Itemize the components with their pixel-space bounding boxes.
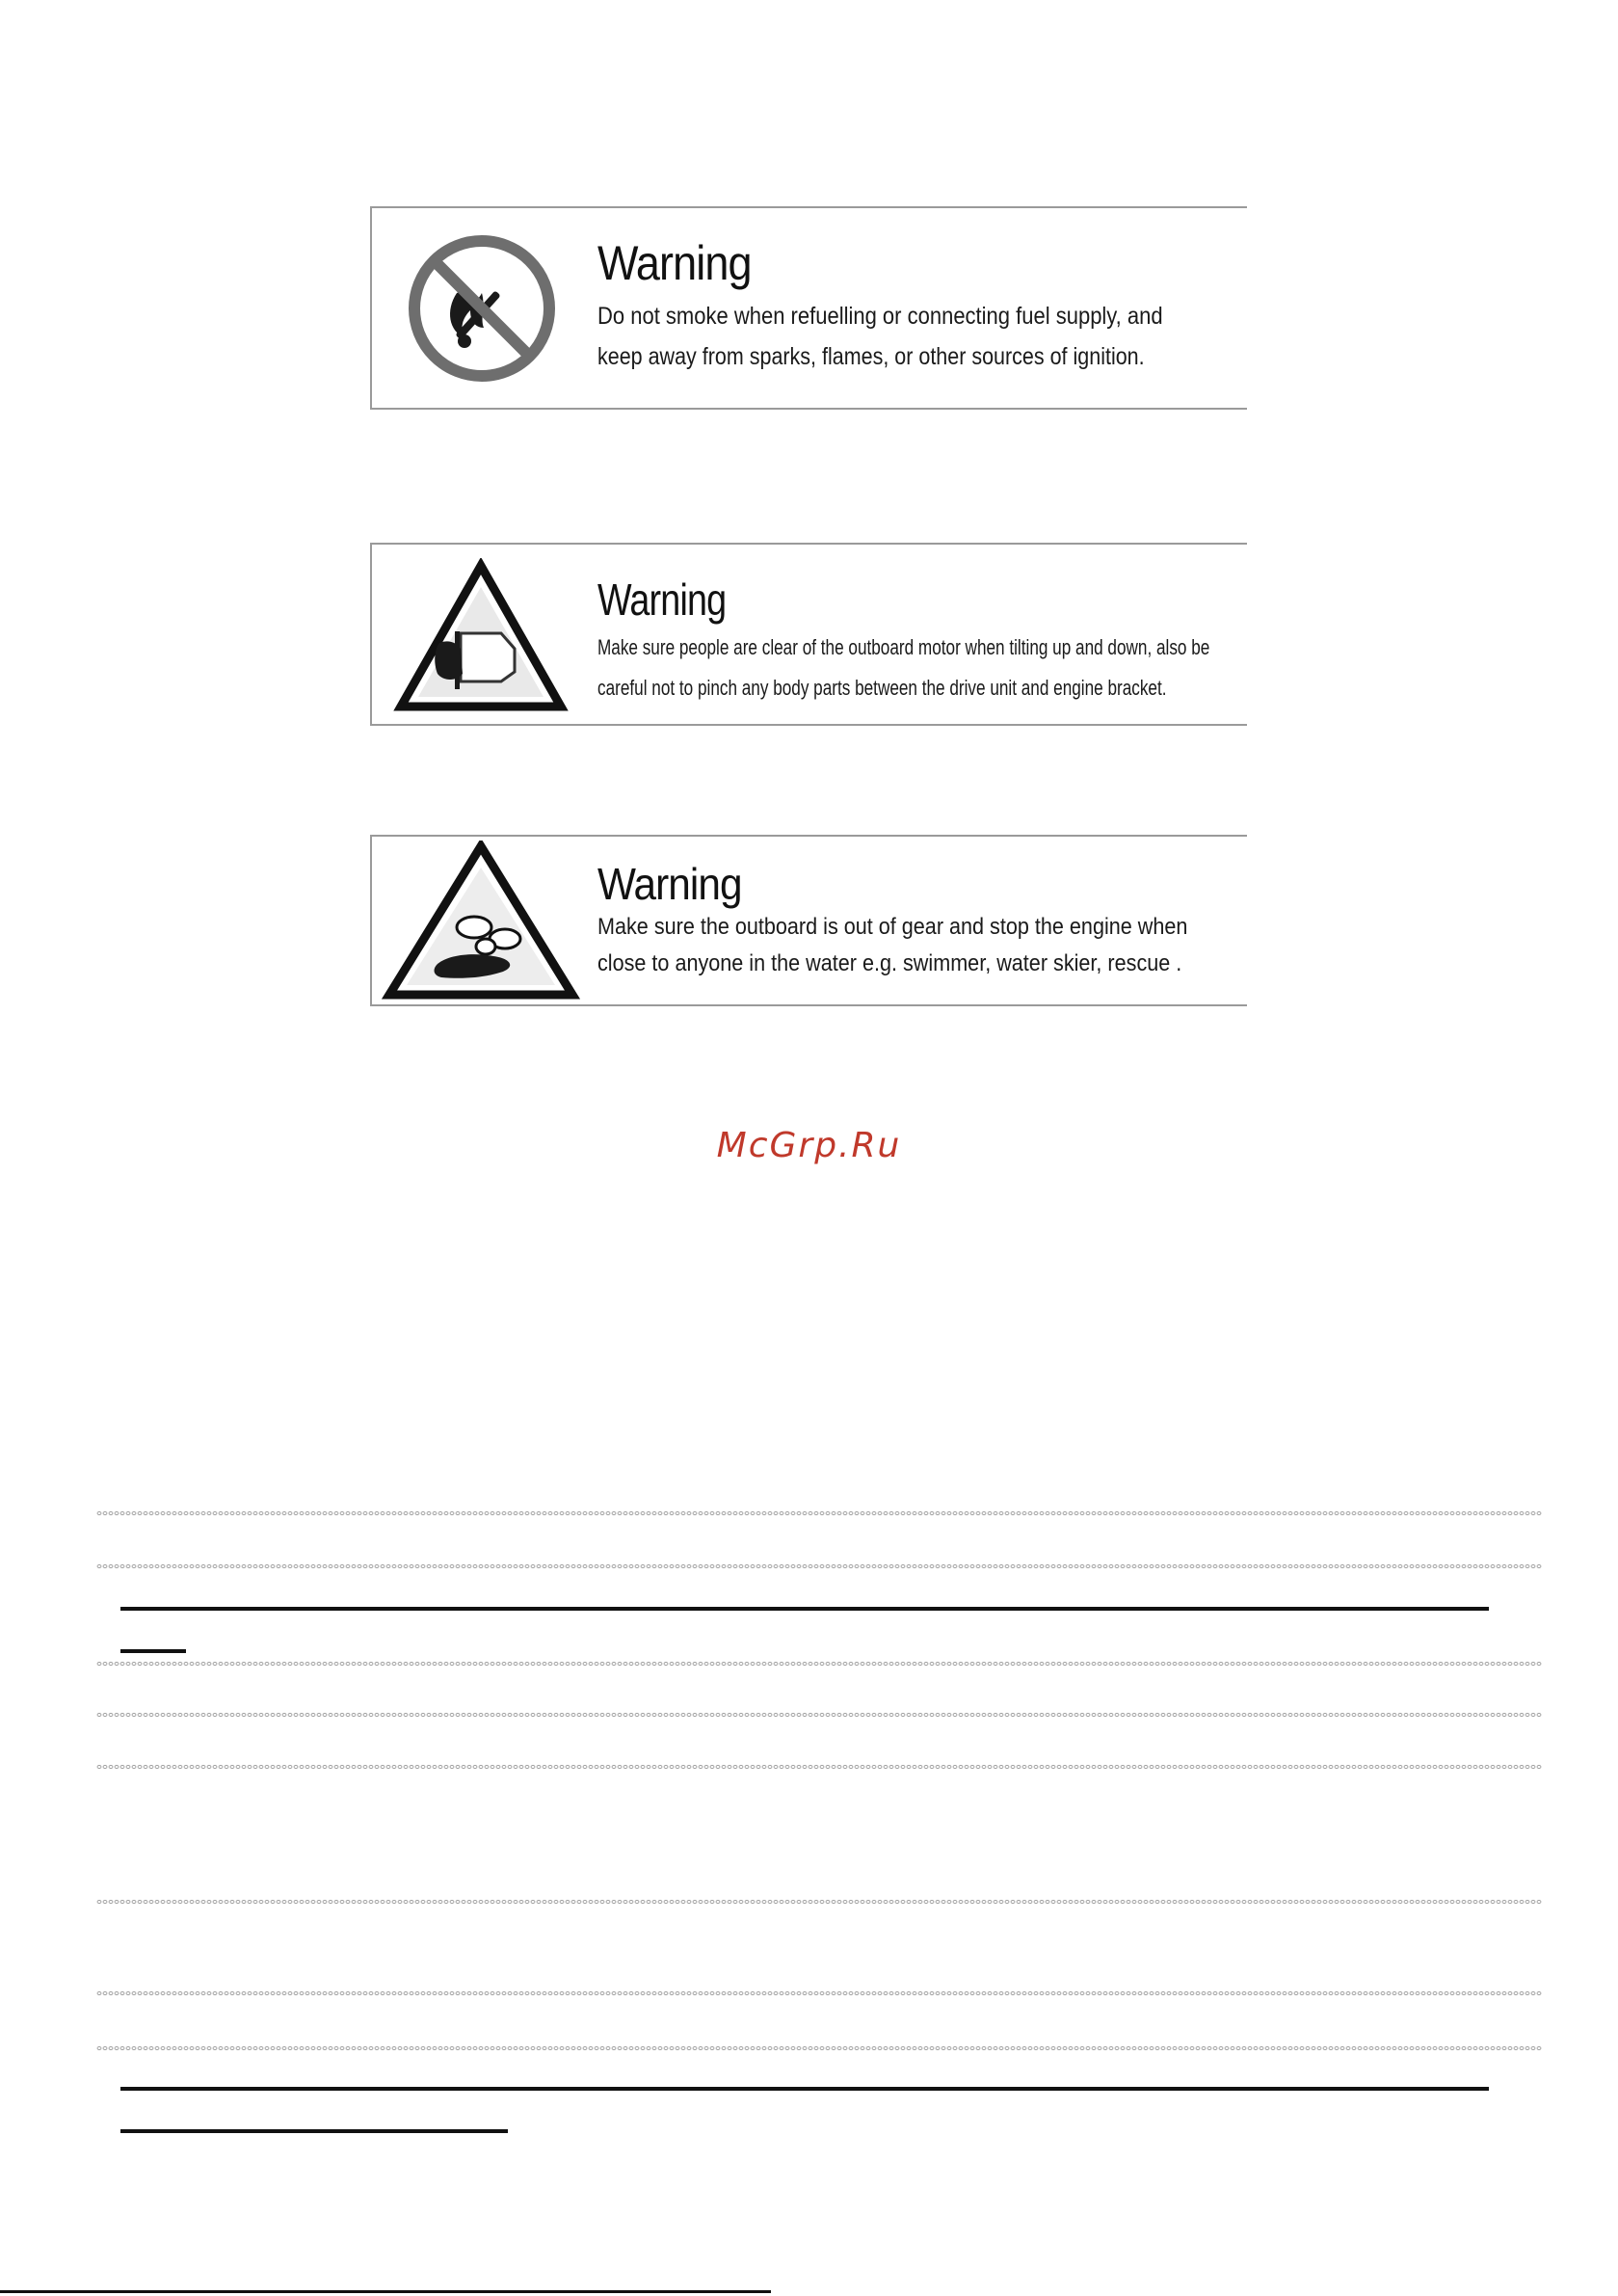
underline-rule bbox=[120, 1649, 186, 1653]
warning-label-propeller-hazard bbox=[370, 835, 1247, 1006]
label-text-line: Do not smoke when refuelling or connecting fuel supply, and bbox=[597, 303, 1163, 330]
watermark: McGrp.Ru bbox=[716, 1126, 902, 1165]
pinch-hazard-icon bbox=[393, 558, 569, 714]
label-text-line: close to anyone in the water e.g. swimmer, water skier, rescue . bbox=[597, 950, 1182, 976]
label-text-line: keep away from sparks, flames, or other sources of ignition. bbox=[597, 343, 1145, 370]
propeller-hazard-icon bbox=[382, 841, 580, 1002]
label-heading: Warning bbox=[597, 236, 752, 290]
label-text-line: Make sure people are clear of the outboard motor when tilting up and down, also be bbox=[597, 635, 1210, 659]
warning-label-pinch-hazard bbox=[370, 543, 1247, 726]
redacted-text-line bbox=[96, 2044, 1542, 2052]
label-text-line: careful not to pinch any body parts between the drive unit and engine bracket. bbox=[597, 676, 1167, 700]
warning-label-no-smoking bbox=[370, 206, 1247, 410]
redacted-text-line bbox=[96, 1989, 1542, 1997]
redacted-text-line bbox=[96, 1898, 1542, 1906]
page-bottom-rule bbox=[0, 2290, 771, 2293]
underline-rule bbox=[120, 2087, 1489, 2091]
no-smoking-icon bbox=[407, 233, 557, 384]
underline-rule bbox=[120, 2129, 508, 2133]
underline-rule bbox=[120, 1607, 1489, 1611]
redacted-text-line bbox=[96, 1562, 1542, 1570]
label-text-line: Make sure the outboard is out of gear and stop the engine when bbox=[597, 914, 1188, 940]
redacted-text-line bbox=[96, 1763, 1542, 1771]
redacted-text-line bbox=[96, 1509, 1542, 1517]
label-heading: Warning bbox=[597, 574, 727, 625]
redacted-text-line bbox=[96, 1711, 1542, 1719]
redacted-text-line bbox=[96, 1660, 1542, 1668]
label-heading: Warning bbox=[597, 859, 742, 909]
